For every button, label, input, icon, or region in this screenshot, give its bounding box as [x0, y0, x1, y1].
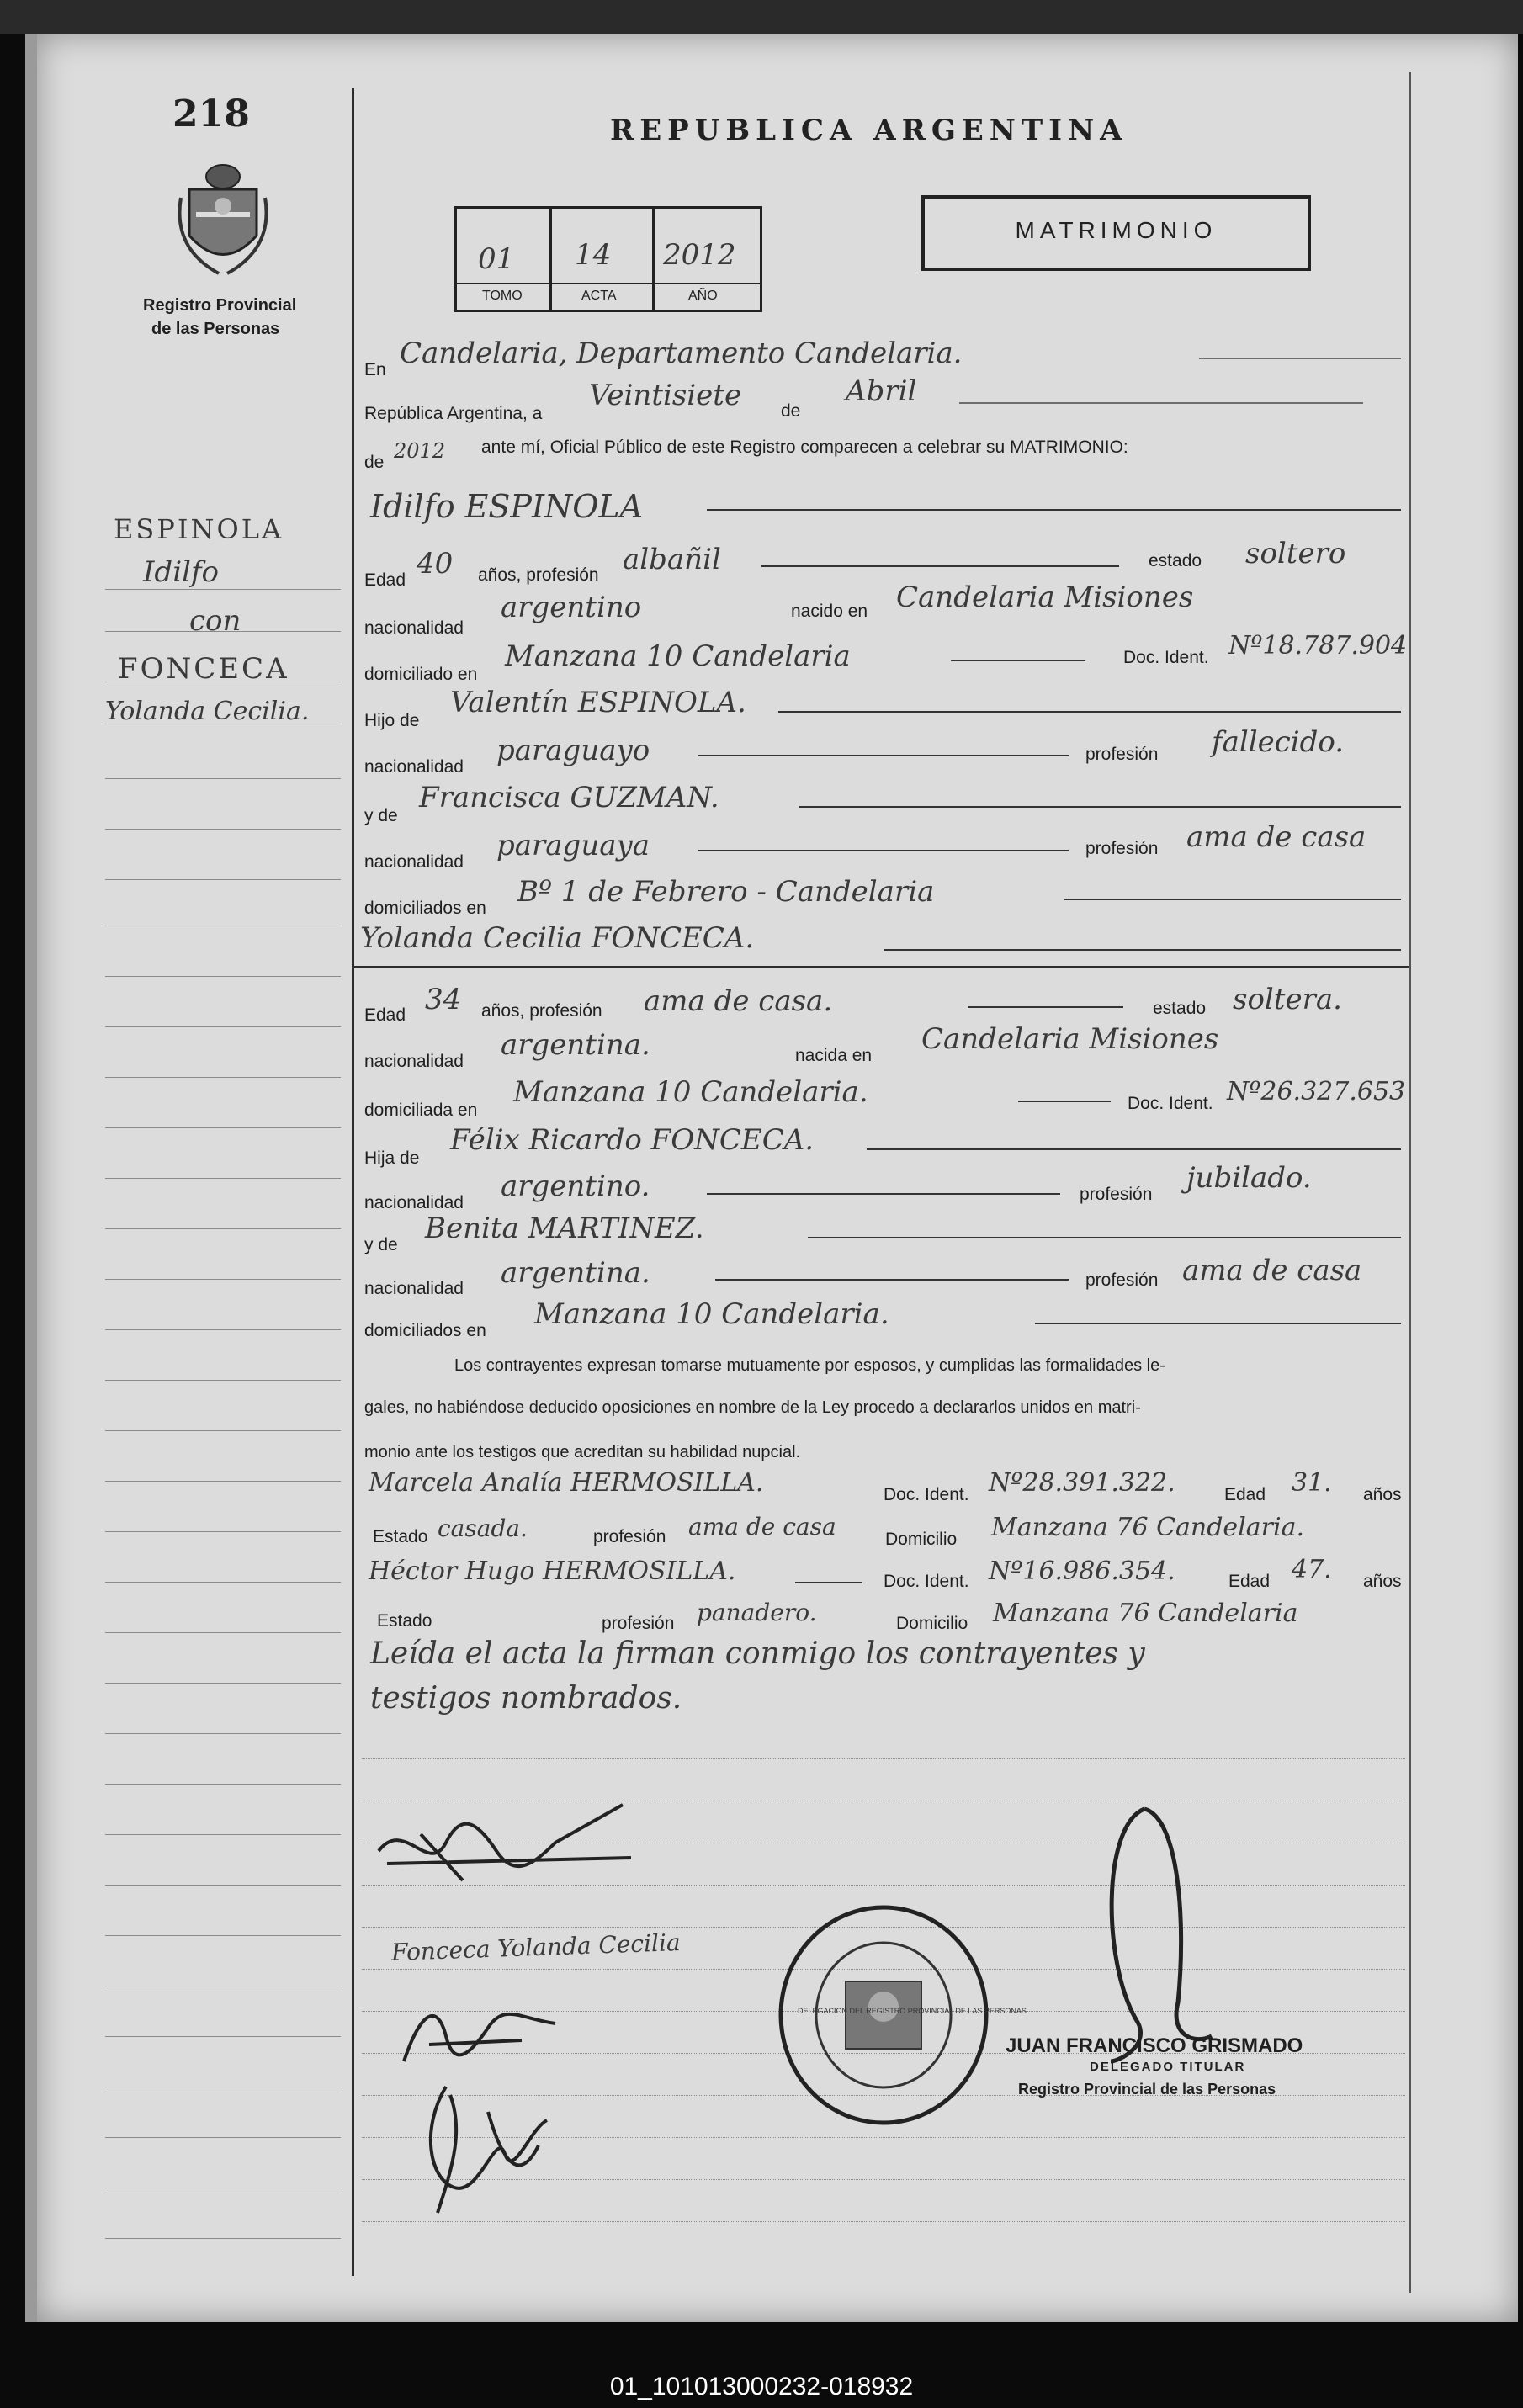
witness2-edad: 47. [1292, 1555, 1332, 1584]
bride-yde-label: y de [364, 1235, 398, 1254]
declaration-line3: monio ante los testigos que acreditan su habilidad nupcial. [364, 1443, 801, 1461]
bride-nacionalidad: argentina. [501, 1028, 650, 1062]
groom-doc: Nº18.787.904 [1228, 631, 1408, 660]
groom-domicilio: Manzana 10 Candelaria [505, 639, 851, 673]
witness2-anos-label: años [1363, 1572, 1402, 1591]
margin-surname1: ESPINOLA [114, 513, 284, 545]
record-type: MATRIMONIO [1015, 217, 1218, 243]
groom-mother: Francisca GUZMAN. [419, 781, 719, 814]
groom-doc-label: Doc. Ident. [1123, 648, 1209, 667]
groom-domicilio-label: domiciliado en [364, 665, 478, 684]
bride-estado-label: estado [1153, 999, 1207, 1018]
country-header: REPUBLICA ARGENTINA [610, 114, 1128, 147]
witness1-domicilio: Manzana 76 Candelaria. [991, 1513, 1305, 1542]
witness1-doc-label: Doc. Ident. [884, 1485, 969, 1504]
page-top-edge [0, 0, 1523, 34]
closing-line1: Leída el acta la firman conmigo los contrayentes y [370, 1636, 1145, 1671]
margin-con: con [189, 604, 241, 638]
witness1-estado: casada. [438, 1514, 528, 1542]
groom-parents-dom: Bº 1 de Febrero - Candelaria [517, 875, 935, 909]
tomo-label: TOMO [482, 289, 523, 303]
anio-label: AÑO [688, 289, 718, 303]
witness1-profesion: ama de casa [688, 1513, 836, 1541]
bride-edad: 34 [425, 983, 462, 1016]
bride-profesion-label: años, profesión [481, 1001, 602, 1021]
bride-nacionalidad-label: nacionalidad [364, 1052, 464, 1071]
groom-father-prof-label: profesión [1085, 745, 1159, 764]
groom-parents-dom-label: domiciliados en [364, 899, 486, 918]
official-office: Registro Provincial de las Personas [1018, 2081, 1276, 2098]
intro-republica-label: República Argentina, a [364, 404, 543, 423]
witness1-edad-label: Edad [1224, 1485, 1266, 1504]
witness1-anos-label: años [1363, 1485, 1402, 1504]
groom-full-name: Idilfo ESPINOLA [370, 488, 644, 525]
witness2-signature-icon [404, 2078, 572, 2221]
margin-name1: Idilfo [143, 555, 219, 589]
witness1-estado-label: Estado [373, 1527, 428, 1546]
bride-domicilio-label: domiciliada en [364, 1101, 478, 1120]
bride-hija-label: Hija de [364, 1148, 420, 1168]
bride-nacida-en: Candelaria Misiones [921, 1022, 1219, 1056]
bride-mother-nac: argentina. [501, 1256, 650, 1290]
witness1-domicilio-label: Domicilio [885, 1530, 958, 1549]
witness2-profesion-label: profesión [602, 1614, 675, 1633]
groom-estado: soltero [1245, 537, 1346, 570]
declaration-line2: gales, no habiéndose deducido oposiciones en nombre de la Ley procedo a declararlos unidos en matri- [364, 1398, 1141, 1417]
bride-mother-nac-label: nacionalidad [364, 1279, 464, 1298]
bride-full-name: Yolanda Cecilia FONCECA. [360, 921, 755, 955]
bride-father-nac-label: nacionalidad [364, 1193, 464, 1212]
bride-parents-dom: Manzana 10 Candelaria. [534, 1297, 889, 1331]
groom-nacido-en: Candelaria Misiones [896, 581, 1194, 614]
witness2-domicilio: Manzana 76 Candelaria [993, 1599, 1298, 1628]
margin-surname2: FONCECA [118, 652, 289, 686]
registry-name-line2: de las Personas [151, 320, 280, 338]
intro-place: Candelaria, Departamento Candelaria. [400, 337, 963, 370]
official-seal-icon [774, 1901, 993, 2129]
witness1-name: Marcela Analía HERMOSILLA. [369, 1468, 764, 1498]
bride-mother-prof-label: profesión [1085, 1270, 1159, 1290]
seal-text: DELEGACION DEL REGISTRO PROVINCIAL DE LAS PERSONAS [798, 2007, 1027, 2015]
bride-domicilio: Manzana 10 Candelaria. [513, 1075, 868, 1109]
declaration-line1: Los contrayentes expresan tomarse mutuamente por esposos, y cumplidas las formalidades le- [454, 1356, 1165, 1375]
intro-text: ante mí, Oficial Público de este Registro comparecen a celebrar su MATRIMONIO: [481, 438, 1128, 457]
groom-profesion: albañil [623, 543, 721, 576]
bride-doc-label: Doc. Ident. [1128, 1094, 1213, 1113]
witness2-doc-label: Doc. Ident. [884, 1572, 969, 1591]
registry-name-line1: Registro Provincial [143, 296, 297, 315]
footer-id: 01_101013000232-018932 [609, 2373, 914, 2400]
groom-mother-prof: ama de casa [1186, 820, 1366, 854]
groom-estado-label: estado [1149, 551, 1202, 570]
bride-parents-dom-label: domiciliados en [364, 1321, 486, 1340]
witness1-signature-icon [395, 1994, 564, 2070]
bride-doc: Nº26.327.653 [1227, 1077, 1406, 1106]
right-border [1409, 72, 1411, 2293]
bride-profesion: ama de casa. [644, 984, 833, 1018]
groom-yde-label: y de [364, 806, 398, 825]
margin-divider [352, 88, 354, 2276]
bride-signature: Fonceca Yolanda Cecilia [390, 1928, 682, 1966]
groom-mother-nac: paraguaya [496, 829, 650, 862]
groom-nacionalidad-label: nacionalidad [364, 618, 464, 638]
groom-father-nac: paraguayo [496, 734, 650, 767]
official-signature-icon [1085, 1792, 1220, 2070]
groom-father-nac-label: nacionalidad [364, 757, 464, 777]
bride-mother: Benita MARTINEZ. [425, 1212, 704, 1245]
intro-month: Abril [846, 374, 917, 408]
witness1-edad: 31. [1292, 1468, 1332, 1498]
page-number: 218 [172, 93, 250, 135]
witness2-edad-label: Edad [1228, 1572, 1271, 1591]
acta-label: ACTA [581, 289, 617, 303]
groom-edad: 40 [417, 547, 454, 581]
bride-father-prof: jubilado. [1186, 1161, 1312, 1195]
bride-father-prof-label: profesión [1080, 1185, 1153, 1204]
intro-day: Veintisiete [589, 379, 742, 412]
bride-estado: soltera. [1233, 983, 1342, 1016]
groom-bride-separator [352, 966, 1409, 968]
bride-edad-label: Edad [364, 1005, 406, 1025]
groom-signature-icon [370, 1801, 639, 1893]
groom-mother-nac-label: nacionalidad [364, 852, 464, 872]
acta-value: 14 [575, 238, 612, 272]
groom-profesion-label: años, profesión [478, 565, 599, 585]
bride-father-nac: argentino. [501, 1170, 650, 1203]
groom-hijo-label: Hijo de [364, 711, 420, 730]
groom-mother-prof-label: profesión [1085, 839, 1159, 858]
closing-line2: testigos nombrados. [370, 1681, 682, 1716]
anio-value: 2012 [663, 238, 736, 272]
witness2-domicilio-label: Domicilio [896, 1614, 968, 1633]
groom-father: Valentín ESPINOLA. [450, 686, 746, 719]
witness2-estado-label: Estado [377, 1611, 432, 1631]
witness2-name: Héctor Hugo HERMOSILLA. [369, 1557, 736, 1586]
intro-en-label: En [364, 360, 386, 379]
intro-de-label: de [781, 401, 801, 421]
witness2-doc: Nº16.986.354. [989, 1557, 1175, 1586]
bride-nacida-label: nacida en [795, 1046, 873, 1065]
intro-year-prefix: de [364, 453, 385, 472]
witness1-doc: Nº28.391.322. [989, 1468, 1175, 1498]
witness2-profesion: panadero. [697, 1599, 817, 1626]
official-name: JUAN FRANCISCO GRISMADO [1006, 2034, 1303, 2057]
groom-nacionalidad: argentino [501, 591, 642, 624]
groom-edad-label: Edad [364, 570, 406, 590]
coat-of-arms-icon [172, 156, 273, 282]
groom-father-prof: fallecido. [1212, 725, 1345, 759]
official-title: DELEGADO TITULAR [1090, 2060, 1246, 2074]
tomo-value: 01 [478, 242, 515, 276]
intro-year: 2012 [394, 439, 446, 463]
witness1-profesion-label: profesión [593, 1527, 666, 1546]
bride-father: Félix Ricardo FONCECA. [450, 1123, 815, 1157]
groom-nacido-label: nacido en [791, 602, 868, 621]
bride-mother-prof: ama de casa [1182, 1254, 1362, 1287]
record-index-box [454, 206, 762, 312]
margin-name2: Yolanda Cecilia. [105, 697, 310, 726]
